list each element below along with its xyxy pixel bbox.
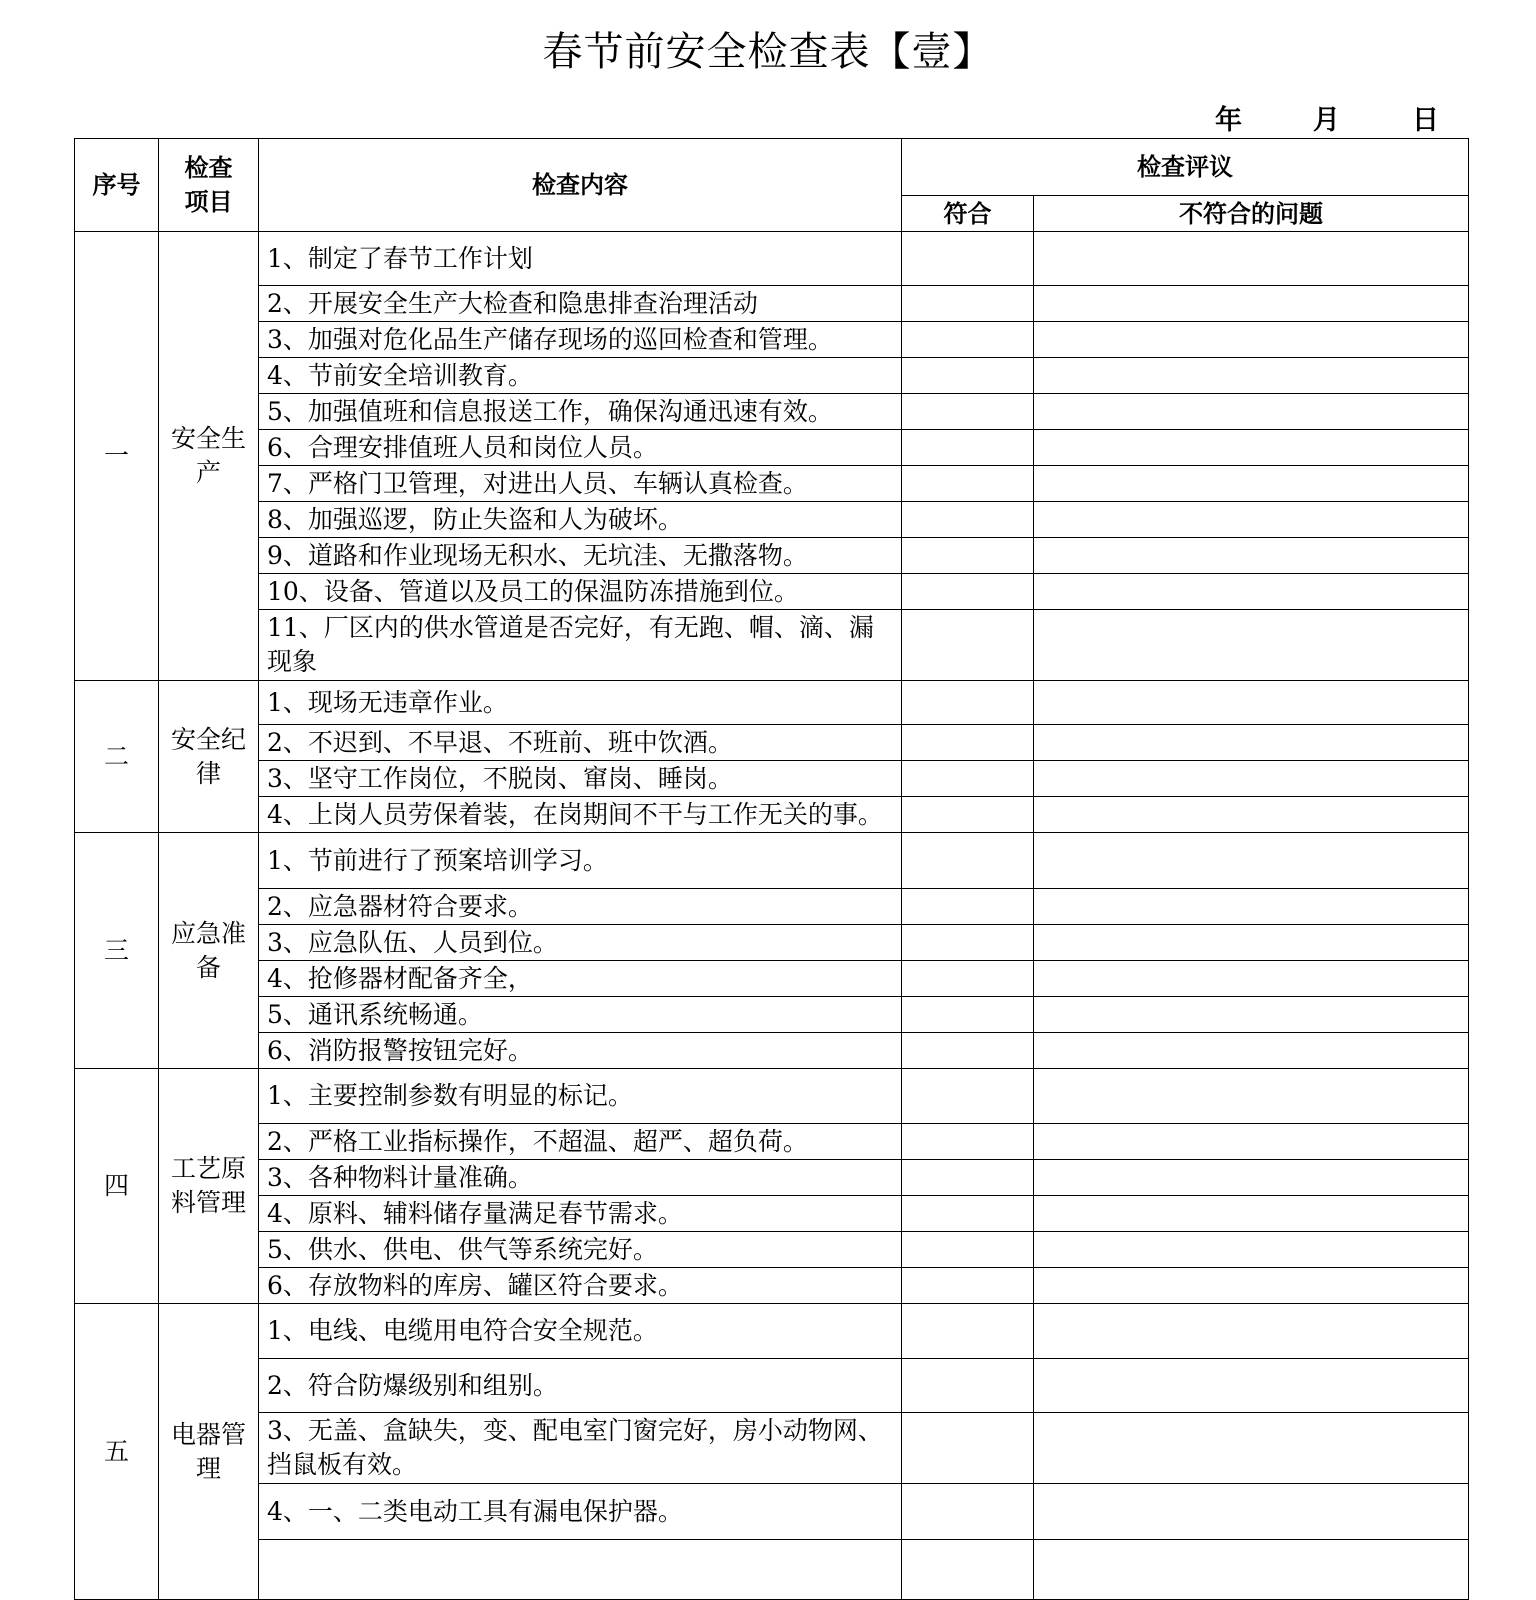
issues-cell[interactable]: [1034, 1359, 1469, 1413]
header-review: 检查评议: [902, 139, 1469, 196]
conform-cell[interactable]: [902, 797, 1034, 833]
section-category: 应急准备: [159, 833, 259, 1069]
issues-cell[interactable]: [1034, 430, 1469, 466]
section-number: 五: [75, 1304, 159, 1600]
table-row: [75, 232, 1469, 286]
issues-cell[interactable]: [1034, 394, 1469, 430]
check-content: [259, 1540, 902, 1600]
check-content: 10、设备、管道以及员工的保温防冻措施到位。: [259, 574, 902, 610]
table-row: [75, 681, 1469, 725]
conform-cell[interactable]: [902, 358, 1034, 394]
table-row: [75, 889, 1469, 925]
issues-cell[interactable]: [1034, 1268, 1469, 1304]
table-row: [75, 833, 1469, 889]
conform-cell[interactable]: [902, 1124, 1034, 1160]
table-row: [75, 502, 1469, 538]
check-content: 4、节前安全培训教育。: [259, 358, 902, 394]
header-item: 检查项目: [159, 139, 259, 232]
conform-cell[interactable]: [902, 1413, 1034, 1484]
table-row: [75, 1033, 1469, 1069]
table-row: [75, 1196, 1469, 1232]
check-content: 3、无盖、盒缺失，变、配电室门窗完好，房小动物网、挡鼠板有效。: [259, 1413, 902, 1484]
check-content: 1、节前进行了预案培训学习。: [259, 833, 902, 889]
table-row: [75, 574, 1469, 610]
issues-cell[interactable]: [1034, 232, 1469, 286]
table-row: [75, 761, 1469, 797]
issues-cell[interactable]: [1034, 1232, 1469, 1268]
check-content: 5、加强值班和信息报送工作，确保沟通迅速有效。: [259, 394, 902, 430]
table-row: [75, 1268, 1469, 1304]
check-content: 3、各种物料计量准确。: [259, 1160, 902, 1196]
check-content: 5、通讯系统畅通。: [259, 997, 902, 1033]
date-year-label: 年: [1215, 105, 1242, 136]
table-row: [75, 466, 1469, 502]
conform-cell[interactable]: [902, 574, 1034, 610]
document-title: 春节前安全检查表【壹】: [542, 29, 994, 75]
check-content: 1、电线、电缆用电符合安全规范。: [259, 1304, 902, 1359]
table-row: [75, 997, 1469, 1033]
issues-cell[interactable]: [1034, 538, 1469, 574]
header-seq: 序号: [75, 139, 159, 232]
conform-cell[interactable]: [902, 889, 1034, 925]
check-content: 2、严格工业指标操作，不超温、超严、超负荷。: [259, 1124, 902, 1160]
section-number: 一: [75, 232, 159, 681]
check-content: 3、应急队伍、人员到位。: [259, 925, 902, 961]
check-content: 8、加强巡逻，防止失盗和人为破坏。: [259, 502, 902, 538]
issues-cell[interactable]: [1034, 1540, 1469, 1600]
check-content: 3、坚守工作岗位，不脱岗、窜岗、睡岗。: [259, 761, 902, 797]
section-category: 安全纪律: [159, 681, 259, 833]
conform-cell[interactable]: [902, 925, 1034, 961]
conform-cell[interactable]: [902, 430, 1034, 466]
issues-cell[interactable]: [1034, 1484, 1469, 1540]
issues-cell[interactable]: [1034, 925, 1469, 961]
check-content: 11、厂区内的供水管道是否完好，有无跑、帽、滴、漏现象: [259, 610, 902, 681]
issues-cell[interactable]: [1034, 761, 1469, 797]
conform-cell[interactable]: [902, 725, 1034, 761]
section-category: 电器管理: [159, 1304, 259, 1600]
conform-cell[interactable]: [902, 394, 1034, 430]
table-row: [75, 1540, 1469, 1600]
check-content: 6、合理安排值班人员和岗位人员。: [259, 430, 902, 466]
check-content: 4、一、二类电动工具有漏电保护器。: [259, 1484, 902, 1540]
section-number: 二: [75, 681, 159, 833]
conform-cell[interactable]: [902, 1359, 1034, 1413]
conform-cell[interactable]: [902, 1232, 1034, 1268]
table-row: [75, 797, 1469, 833]
check-content: 4、抢修器材配备齐全，: [259, 961, 902, 997]
conform-cell[interactable]: [902, 1304, 1034, 1359]
header-content: 检查内容: [259, 139, 902, 232]
table-row: [75, 1304, 1469, 1359]
conform-cell[interactable]: [902, 610, 1034, 681]
issues-cell[interactable]: [1034, 1196, 1469, 1232]
table-row: [75, 1359, 1469, 1413]
issues-cell[interactable]: [1034, 997, 1469, 1033]
table-row: [75, 1484, 1469, 1540]
table-row: [75, 725, 1469, 761]
table-row: [75, 394, 1469, 430]
conform-cell[interactable]: [902, 502, 1034, 538]
section-number: 四: [75, 1069, 159, 1304]
section-number: 三: [75, 833, 159, 1069]
check-content: 3、加强对危化品生产储存现场的巡回检查和管理。: [259, 322, 902, 358]
table-row: [75, 286, 1469, 322]
table-body: [75, 232, 1469, 1600]
check-content: 1、制定了春节工作计划: [259, 232, 902, 286]
issues-cell[interactable]: [1034, 1413, 1469, 1484]
check-content: 2、符合防爆级别和组别。: [259, 1359, 902, 1413]
table-row: [75, 925, 1469, 961]
check-content: 2、开展安全生产大检查和隐患排查治理活动: [259, 286, 902, 322]
issues-cell[interactable]: [1034, 286, 1469, 322]
table-row: [75, 1069, 1469, 1124]
issues-cell[interactable]: [1034, 961, 1469, 997]
issues-cell[interactable]: [1034, 1069, 1469, 1124]
check-content: 9、道路和作业现场无积水、无坑洼、无撒落物。: [259, 538, 902, 574]
issues-cell[interactable]: [1034, 681, 1469, 725]
conform-cell[interactable]: [902, 997, 1034, 1033]
conform-cell[interactable]: [902, 466, 1034, 502]
section-category: 安全生产: [159, 232, 259, 681]
conform-cell[interactable]: [902, 1160, 1034, 1196]
conform-cell[interactable]: [902, 681, 1034, 725]
conform-cell[interactable]: [902, 961, 1034, 997]
table-row: [75, 430, 1469, 466]
issues-cell[interactable]: [1034, 1033, 1469, 1069]
issues-cell[interactable]: [1034, 322, 1469, 358]
issues-cell[interactable]: [1034, 833, 1469, 889]
conform-cell[interactable]: [902, 1540, 1034, 1600]
conform-cell[interactable]: [902, 538, 1034, 574]
issues-cell[interactable]: [1034, 466, 1469, 502]
issues-cell[interactable]: [1034, 797, 1469, 833]
issues-cell[interactable]: [1034, 889, 1469, 925]
table-row: [75, 1124, 1469, 1160]
table-row: [75, 610, 1469, 681]
issues-cell[interactable]: [1034, 502, 1469, 538]
check-content: 6、存放物料的库房、罐区符合要求。: [259, 1268, 902, 1304]
conform-cell[interactable]: [902, 1069, 1034, 1124]
conform-cell[interactable]: [902, 761, 1034, 797]
date-day-label: 日: [1412, 105, 1439, 136]
conform-cell[interactable]: [902, 833, 1034, 889]
table-row: [75, 358, 1469, 394]
check-content: 4、原料、辅料储存量满足春节需求。: [259, 1196, 902, 1232]
conform-cell[interactable]: [902, 1196, 1034, 1232]
table-row: [75, 538, 1469, 574]
section-category: 工艺原料管理: [159, 1069, 259, 1304]
conform-cell[interactable]: [902, 1033, 1034, 1069]
conform-cell[interactable]: [902, 232, 1034, 286]
check-content: 7、严格门卫管理，对进出人员、车辆认真检查。: [259, 466, 902, 502]
check-content: 6、消防报警按钮完好。: [259, 1033, 902, 1069]
issues-cell[interactable]: [1034, 1304, 1469, 1359]
check-content: 1、主要控制参数有明显的标记。: [259, 1069, 902, 1124]
conform-cell[interactable]: [902, 1484, 1034, 1540]
table-row: [75, 322, 1469, 358]
check-content: 4、上岗人员劳保着装，在岗期间不干与工作无关的事。: [259, 797, 902, 833]
issues-cell[interactable]: [1034, 574, 1469, 610]
issues-cell[interactable]: [1034, 1160, 1469, 1196]
header-conform: 符合: [902, 196, 1034, 232]
header-issues: 不符合的问题: [1034, 196, 1469, 232]
conform-cell[interactable]: [902, 322, 1034, 358]
conform-cell[interactable]: [902, 1268, 1034, 1304]
table-row: [75, 1413, 1469, 1484]
issues-cell[interactable]: [1034, 725, 1469, 761]
date-month-label: 月: [1313, 105, 1340, 136]
table-row: [75, 961, 1469, 997]
check-content: 5、供水、供电、供气等系统完好。: [259, 1232, 902, 1268]
issues-cell[interactable]: [1034, 1124, 1469, 1160]
issues-cell[interactable]: [1034, 358, 1469, 394]
table-row: [75, 1232, 1469, 1268]
check-content: 1、现场无违章作业。: [259, 681, 902, 725]
check-content: 2、不迟到、不早退、不班前、班中饮酒。: [259, 725, 902, 761]
check-content: 2、应急器材符合要求。: [259, 889, 902, 925]
conform-cell[interactable]: [902, 286, 1034, 322]
table-row: [75, 1160, 1469, 1196]
issues-cell[interactable]: [1034, 610, 1469, 681]
inspection-table: [74, 138, 1469, 1600]
